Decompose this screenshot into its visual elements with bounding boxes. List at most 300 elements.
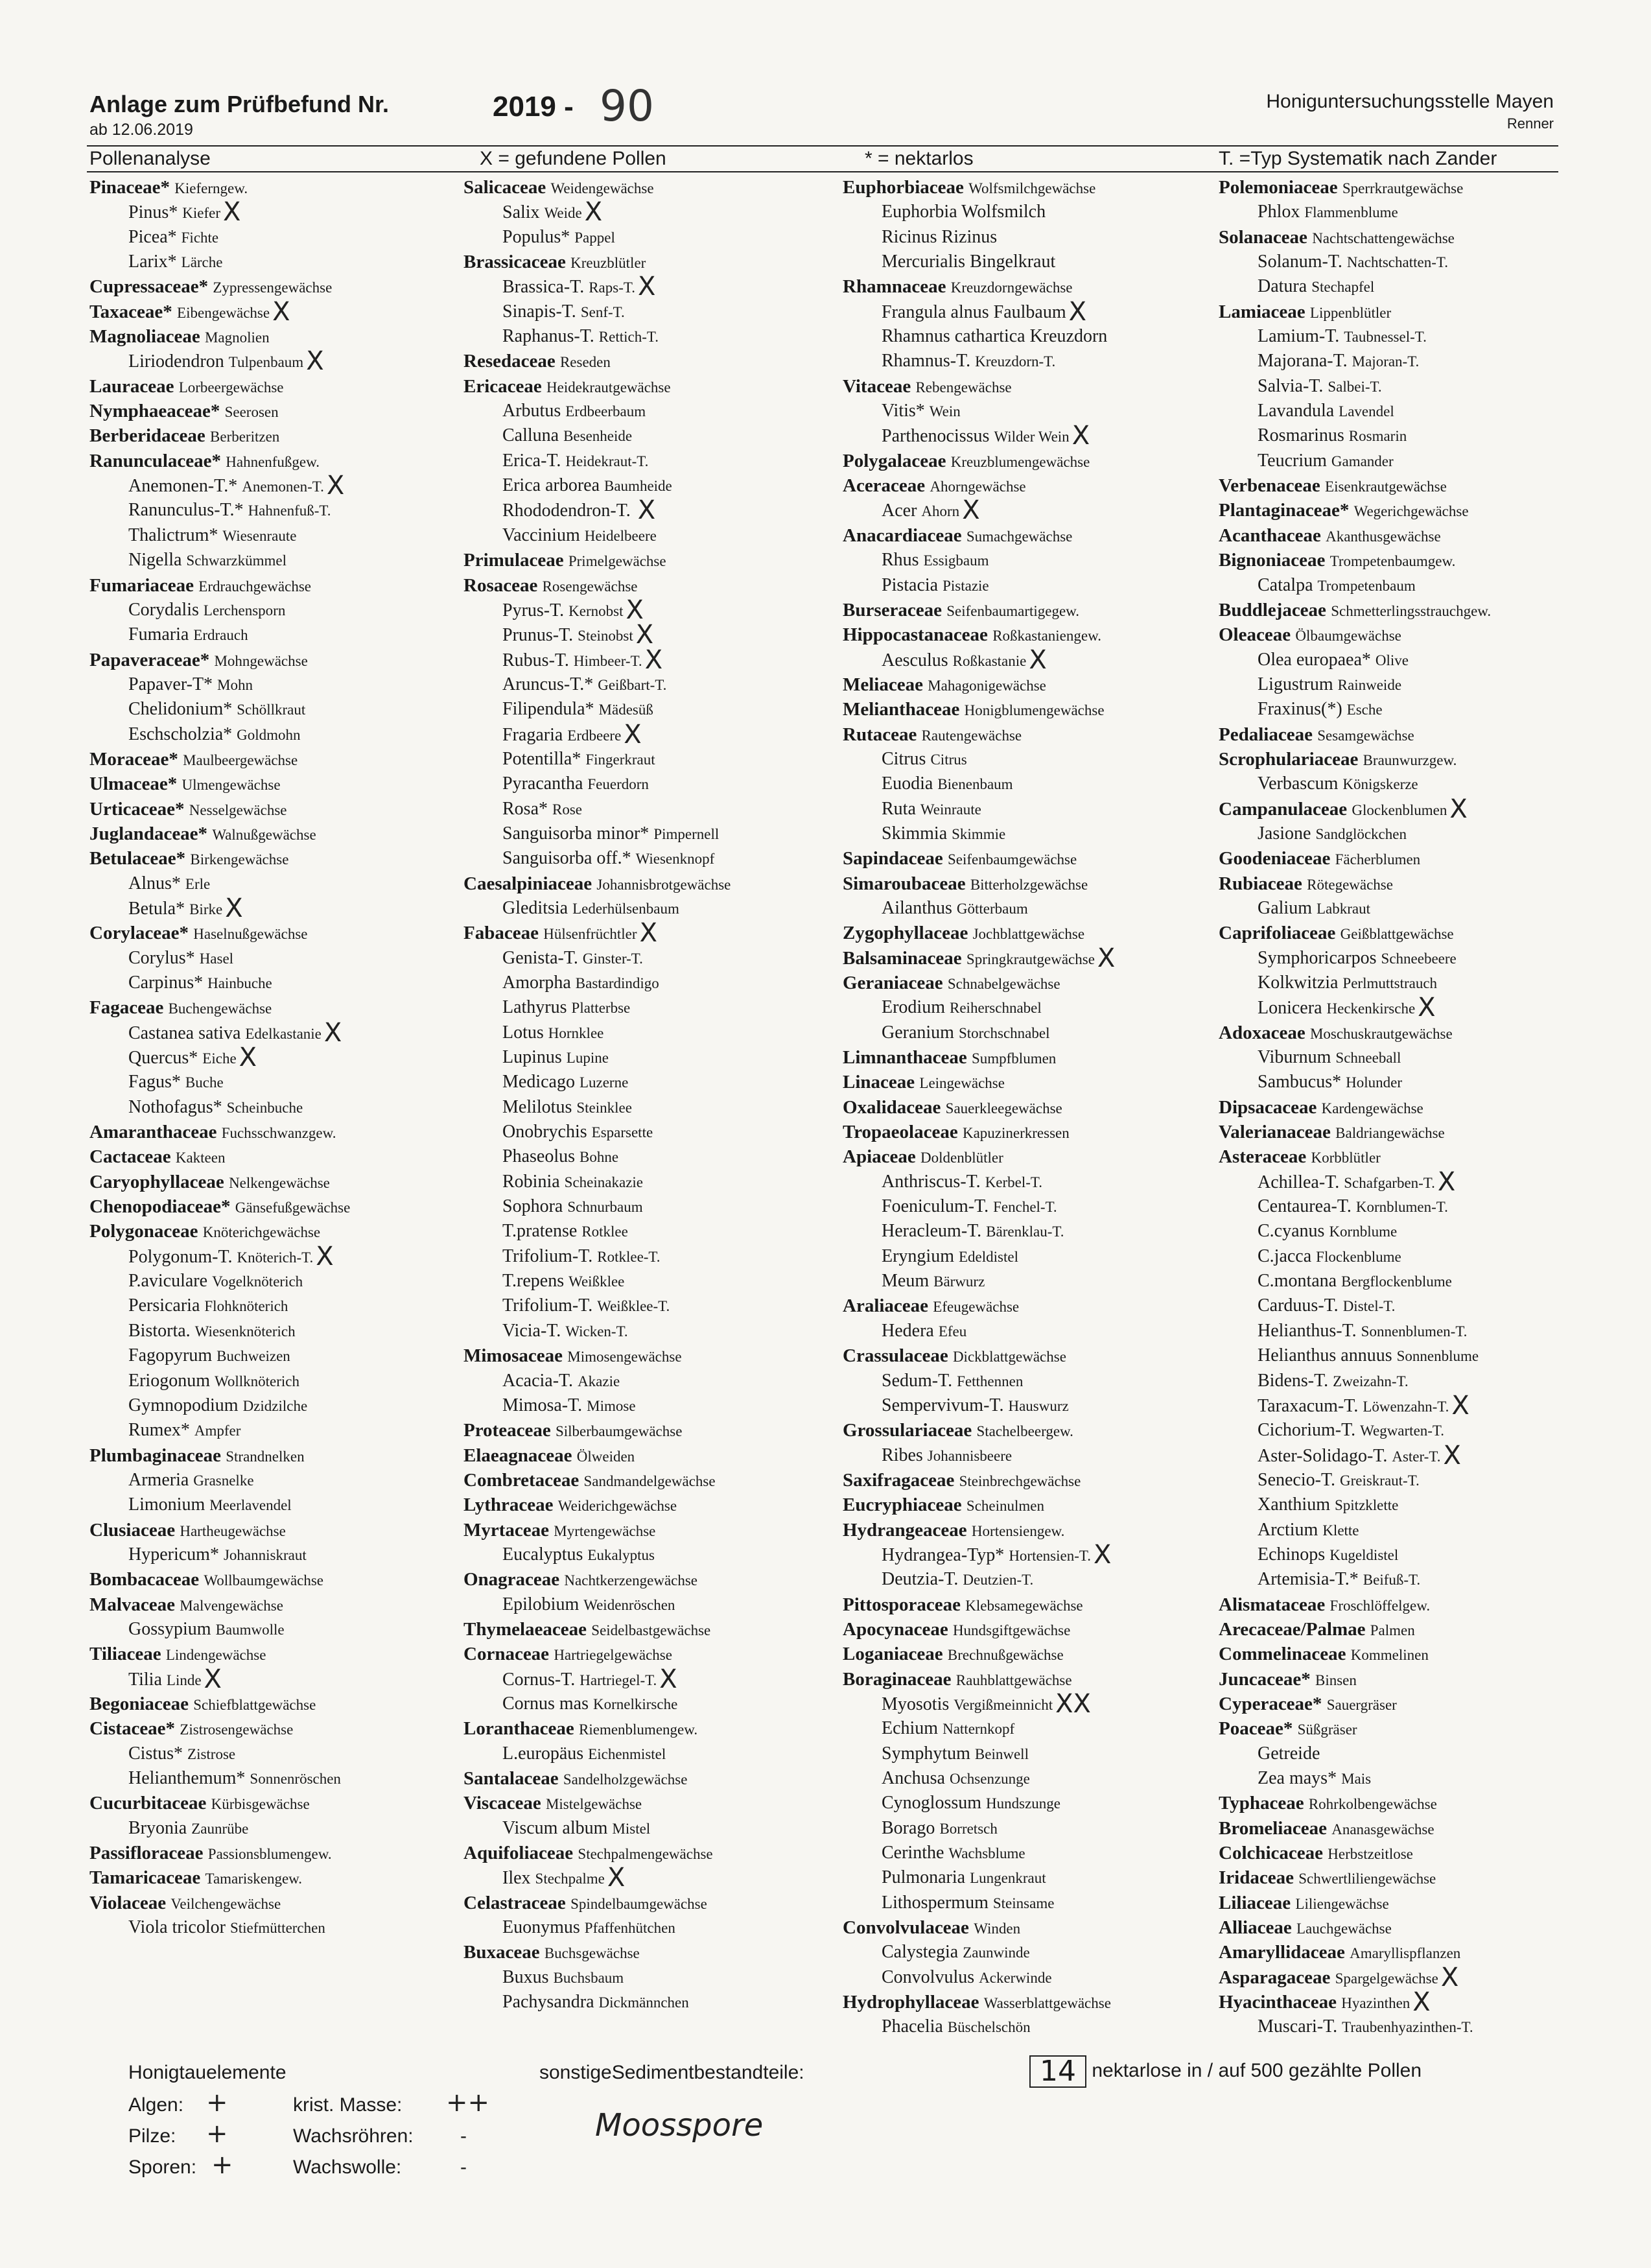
common-name: Lippenblütler [1309,304,1392,321]
taxon-row [843,495,1219,526]
common-name: Rose [552,801,582,818]
common-name: Dickmännchen [598,1994,689,2011]
found-mark: X [639,918,657,949]
family-row [843,1418,1219,1443]
taxon-row [843,225,1219,250]
found-mark: X [223,197,241,228]
spores-value: + [211,2150,233,2180]
common-name: Ahorn [921,503,960,520]
taxon-row [843,1269,1219,1293]
common-name: Schöllkraut [237,702,306,718]
common-name: Bienenbaum [937,776,1013,793]
common-name: Trompetenbaum [1317,577,1416,594]
found-mark: X [624,719,642,750]
taxon-name: Catalpa [1258,574,1313,595]
common-name: Zaunwinde [963,1944,1030,1961]
common-name: Honigblumengewächse [964,702,1105,719]
common-name: Flammenblume [1304,204,1398,221]
common-name: Heidekraut-T. [565,453,649,469]
common-name: Holunder [1346,1074,1402,1091]
taxon-name: Raphanus-T. [502,326,594,347]
taxon-name: Taraxacum-T. [1258,1395,1359,1416]
family-name: Rutaceae [843,724,917,745]
taxon-row [463,772,839,796]
family-row [1219,1095,1595,1120]
taxon-name: Sanguisorba minor* [502,823,650,844]
family-row [89,772,465,796]
family-name: Poaceae* [1219,1718,1293,1740]
taxon-row [463,747,839,772]
common-name: Hahnenfußgew. [226,453,320,470]
common-name: Seifenbaumartigegew. [946,602,1080,619]
family-row [89,648,465,672]
found-mark: X [1418,993,1436,1023]
taxon-name: Lathyrus [502,997,567,1018]
taxon-row [89,1017,465,1048]
family-name: Caryophyllaceae [89,1171,224,1192]
taxon-row [463,1915,839,1940]
family-name: Burseraceae [843,599,942,620]
common-name: Skimmie [952,825,1006,842]
family-name: Arecaceae/Palmae [1219,1618,1366,1640]
taxon-name: Quercus* [128,1048,198,1069]
taxon-row [463,300,839,324]
family-row [89,1891,465,1915]
common-name: Braunwurzgew. [1363,751,1457,768]
found-mark: X [637,495,656,526]
common-name: Sonnenblumen-T. [1361,1323,1468,1340]
taxon-row [1219,1567,1595,1592]
common-name: Liliengewächse [1295,1895,1389,1912]
family-name: Buxaceae [463,1942,540,1963]
family-row [843,1518,1219,1542]
common-name: Wiesenraute [222,527,297,544]
taxon-name: Hypericum* [128,1544,219,1565]
family-name: Clusiaceae [89,1519,176,1541]
taxon-row [463,523,839,548]
common-name: Geißbart-T. [598,676,667,693]
found-mark: X [1443,1440,1461,1471]
common-name: Wiesenknöterich [194,1323,296,1340]
taxon-row [89,1542,465,1567]
lab-name: Honiguntersuchungsstelle Mayen [1266,91,1554,112]
taxon-name: Pulmonaria [882,1867,966,1888]
taxon-row [843,1194,1219,1219]
common-name: Löwenzahn-T. [1363,1398,1449,1415]
family-row [463,918,839,949]
algae-value: + [206,2088,228,2118]
taxon-row [89,1816,465,1841]
family-name: Linaceae [843,1072,915,1093]
family-name: Passifloraceae [89,1843,204,1864]
family-row [463,1891,839,1915]
common-name: Zistrose [187,1745,236,1762]
family-name: Mimosaceae [463,1345,563,1367]
family-row [843,1667,1219,1692]
taxon-row [89,225,465,250]
taxon-name: Alnus* [128,873,181,893]
common-name: Schnurbaum [567,1199,643,1216]
taxon-row [89,1369,465,1393]
common-name: Esparsette [591,1124,653,1141]
family-name: Loranthaceae [463,1718,574,1740]
family-name: Thymelaeaceae [463,1618,587,1640]
taxon-name: Calluna [502,425,559,446]
taxon-row [1219,573,1595,598]
family-name: Araliaceae [843,1295,929,1317]
family-row [89,1219,465,1244]
common-name: Stechpalmengewächse [578,1846,713,1863]
taxon-row [463,697,839,722]
taxon-name: Nothofagus* [128,1096,222,1117]
taxon-name: C.jacca [1258,1246,1312,1266]
taxon-row [89,1418,465,1443]
common-name: Rosengewächse [542,578,638,595]
family-row [843,274,1219,299]
common-name: Berberitzen [210,429,280,445]
family-row [1219,1716,1595,1741]
taxon-row [843,1841,1219,1865]
taxon-name: Datura [1258,276,1307,297]
taxon-name: Vitis* [882,401,925,421]
family-row [843,374,1219,399]
common-name: Schneeball [1335,1050,1401,1067]
taxon-row [1219,1269,1595,1293]
taxon-row [1219,1319,1595,1343]
family-name: Violaceae [89,1892,167,1913]
taxon-name: Zea mays* [1258,1768,1337,1788]
taxon-name: Cistus* [128,1743,183,1764]
family-name: Rubiaceae [1219,873,1302,894]
taxon-name: Sedum-T. [882,1370,953,1391]
taxon-name: Picea* [128,226,177,247]
family-name: Scrophulariaceae [1219,748,1359,770]
common-name: Aster-T. [1392,1448,1441,1465]
family-name: Acanthaceae [1219,525,1321,546]
taxon-name: Carpinus* [128,973,204,993]
taxon-name: Sinapis-T. [502,301,576,322]
family-row [1219,622,1595,647]
common-name: Spitzklette [1335,1497,1399,1514]
family-name: Ulmaceae* [89,774,178,795]
found-mark: X [272,296,290,327]
taxon-name: Symphytum [882,1743,970,1764]
common-name: Flockenblume [1316,1248,1401,1265]
family-row [89,573,465,598]
column-3 [843,175,1219,2040]
common-name: Binsen [1315,1671,1357,1688]
taxon-row [843,1688,1219,1719]
common-name: Kreuzdorn-T. [975,353,1056,370]
taxon-name: Rosmarinus [1258,425,1344,446]
common-name: Korbblütler [1311,1150,1381,1166]
common-name: Bärenklau-T. [986,1223,1064,1240]
common-name: Buchweizen [217,1348,290,1365]
taxon-name: Sophora [502,1196,563,1217]
common-name: Erdbeerbaum [565,403,646,420]
common-name: Weißklee [568,1273,625,1290]
family-name: Simaroubaceae [843,873,966,894]
family-row [463,175,839,200]
family-row [89,274,465,299]
common-name: Fuchsschwanzgew. [221,1125,336,1142]
taxon-name: Buxus [502,1967,549,1987]
taxon-row [89,250,465,274]
family-row [89,175,465,200]
taxon-name: Euonymus [502,1917,580,1938]
family-name: Lythraceae [463,1494,554,1516]
taxon-row [843,573,1219,598]
taxon-row [843,1539,1219,1570]
taxon-name: Tilia [128,1669,162,1690]
family-row [1219,871,1595,896]
common-name: Beinwell [974,1745,1029,1762]
common-name: Dickblattgewächse [952,1349,1066,1365]
common-name: Götterbaum [956,900,1028,917]
family-row [463,1468,839,1493]
taxon-name: Meum [882,1271,930,1292]
taxon-row [843,1567,1219,1592]
taxon-name: Fragaria [502,724,563,745]
common-name: Stechpalme [535,1871,605,1887]
taxon-row [89,1766,465,1791]
taxon-name: Galium [1258,897,1312,918]
taxon-row [1219,1766,1595,1791]
common-name: Kornblume [1329,1223,1398,1240]
taxon-row [89,672,465,697]
column-1 [89,175,465,1940]
taxon-row [1219,1418,1595,1443]
family-name: Juncaceae* [1219,1668,1311,1690]
taxon-row [1219,1518,1595,1542]
family-name: Cornaceae [463,1644,550,1665]
taxon-name: Sambucus* [1258,1072,1342,1093]
common-name: Ulmengewächse [181,777,281,794]
taxon-name: Euodia [882,774,933,794]
common-name: Malvengewächse [180,1597,283,1614]
wax-wool-value: - [460,2156,467,2178]
found-mark: X [239,1043,257,1073]
taxon-name: Castanea sativa [128,1022,241,1043]
family-name: Onagraceae [463,1569,560,1590]
common-name: Sperrkrautgewächse [1342,180,1464,196]
taxon-row [463,719,839,750]
family-name: Corylaceae* [89,923,189,944]
family-row [843,971,1219,995]
family-row [1219,300,1595,324]
legend-nectarless: * = nektarlos [865,148,974,169]
taxon-name: Parthenocissus [882,426,990,447]
taxon-row [1219,697,1595,722]
family-name: Boraginaceae [843,1668,952,1690]
family-name: Colchicaceae [1219,1843,1324,1864]
taxon-name: Solanum-T. [1258,252,1342,272]
taxon-row [1219,1070,1595,1094]
taxon-name: Betula* [128,898,185,919]
common-name: Lerchensporn [203,602,286,619]
common-name: Heidelbeere [584,527,657,544]
common-name: Kornelkirsche [593,1695,678,1712]
common-name: Zistrosengewächse [180,1721,294,1738]
taxon-row [1219,1045,1595,1070]
taxon-row [463,399,839,423]
taxon-row [1219,349,1595,373]
family-row [843,1293,1219,1318]
common-name: Zaunrübe [191,1820,249,1837]
common-name: Mimosengewächse [567,1349,682,1365]
taxon-name: Rubus-T. [502,650,569,670]
common-name: Wiesenknopf [635,851,715,868]
taxon-name: Potentilla* [502,748,581,769]
taxon-name: Cerinthe [882,1843,944,1863]
taxon-row [1219,2014,1595,2039]
common-name: Sauergräser [1326,1696,1397,1713]
found-mark: X [1093,1539,1112,1570]
taxon-name: Foeniculum-T. [882,1196,989,1217]
family-name: Chenopodiaceae* [89,1196,231,1218]
common-name: Olive [1375,652,1409,668]
family-row [89,846,465,871]
header-left [89,91,389,139]
family-row [89,1194,465,1219]
family-name: Anacardiaceae [843,525,962,546]
found-mark: X [659,1664,677,1694]
common-name: Winden [974,1920,1021,1937]
taxon-name: Eriogonum [128,1370,210,1391]
common-name: Erdrauchgewächse [198,578,311,595]
taxon-row [1219,324,1595,349]
family-name: Zygophyllaceae [843,923,968,944]
common-name: Hartriegel-T. [580,1671,657,1688]
common-name: Flohknöterich [204,1298,288,1315]
common-name: Primelgewächse [568,553,666,570]
common-name: Efeugewächse [933,1299,1020,1316]
common-name: Mädesüß [598,702,653,718]
taxon-name: Ribes [882,1445,923,1465]
doc-number-handwritten: 90 [600,81,654,131]
common-name: Hortensien-T. [1009,1547,1091,1564]
family-row [89,747,465,772]
family-row [463,1841,839,1865]
common-name: Wilder Wein [994,429,1070,445]
common-name: Spargelgewächse [1335,1970,1438,1987]
taxon-name: Acer [882,501,917,521]
family-name: Loganiaceae [843,1644,943,1665]
common-name: Hyazinthen [1341,1995,1411,2012]
common-name: Lupine [566,1050,609,1067]
family-row [1219,1667,1595,1692]
family-name: Buddlejaceae [1219,599,1326,620]
taxon-row [463,821,839,846]
taxon-name: Lithospermum [882,1892,989,1913]
family-name: Euphorbiaceae [843,177,964,198]
common-name: Seerosen [224,404,279,421]
common-name: Kapuzinerkressen [962,1125,1070,1142]
taxon-name: Erodium [882,997,945,1018]
found-mark: X [637,272,656,302]
common-name: Buchsgewächse [544,1945,640,1962]
column-2 [463,175,839,2014]
common-name: Sauerkleegewächse [945,1100,1062,1116]
common-name: Amaryllispflanzen [1350,1945,1461,1962]
taxon-name: Larix* [128,252,177,272]
taxon-name: Vicia-T. [502,1320,561,1341]
family-row [463,1940,839,1965]
taxon-row [843,1766,1219,1791]
common-name: Doldenblütler [920,1150,1003,1166]
common-name: Mais [1341,1771,1372,1787]
taxon-row [89,1664,465,1694]
common-name: Sonnenblume [1396,1348,1479,1365]
taxon-name: Bryonia [128,1817,187,1838]
common-name: Ginster-T. [582,950,643,967]
found-mark: X [1029,644,1047,675]
taxon-name: Fagopyrum [128,1345,213,1366]
taxon-name: Cynoglossum [882,1793,982,1813]
taxon-row [89,598,465,622]
common-name: Sandglöckchen [1315,825,1407,842]
common-name: Esche [1346,702,1383,718]
taxon-name: Acacia-T. [502,1370,574,1391]
taxon-row [843,1369,1219,1393]
found-mark: X [1097,943,1116,973]
common-name: Beifuß-T. [1363,1572,1421,1589]
common-name: Königskerze [1342,776,1418,793]
family-name: Ericaceae [463,375,542,397]
taxon-name: Ruta [882,798,916,819]
family-row [1219,747,1595,772]
taxon-row [89,697,465,722]
common-name: Scheinulmen [966,1498,1044,1515]
found-mark: XX [1055,1688,1091,1719]
family-name: Proteaceae [463,1420,551,1441]
taxon-name: Hydrangea-Typ* [882,1544,1005,1565]
taxon-name: Bidens-T. [1258,1370,1329,1391]
family-row [89,1841,465,1865]
common-name: Rautengewächse [921,727,1022,744]
common-name: Rötegewächse [1307,876,1393,893]
family-row [89,423,465,448]
common-name: Walnußgewächse [212,826,316,843]
family-name: Bromeliaceae [1219,1817,1327,1839]
family-row [1219,1692,1595,1716]
taxon-row [463,449,839,473]
family-row [1219,1021,1595,1045]
family-row [1219,1915,1595,1940]
common-name: Fingerkraut [585,751,655,768]
family-row [463,1642,839,1666]
common-name: Steinobst [578,628,633,644]
taxon-row [89,1915,465,1940]
family-row [89,324,465,349]
taxon-row [1219,1343,1595,1368]
family-name: Hippocastanaceae [843,624,988,646]
common-name: Steinbrechgewächse [959,1472,1081,1489]
taxon-row [463,1219,839,1244]
found-mark: X [1449,794,1468,824]
family-row [463,374,839,399]
taxon-name: Hedera [882,1320,934,1341]
common-name: Mohn [217,676,253,693]
taxon-name: Skimmia [882,823,948,844]
family-name: Hydrophyllaceae [843,1992,979,2013]
family-name: Betulaceae* [89,848,186,869]
common-name: Baumwolle [215,1621,285,1638]
family-name: Santalaceae [463,1768,559,1789]
family-row [1219,1120,1595,1144]
common-name: Sumpfblumen [971,1050,1057,1067]
family-name: Moraceae* [89,748,178,770]
